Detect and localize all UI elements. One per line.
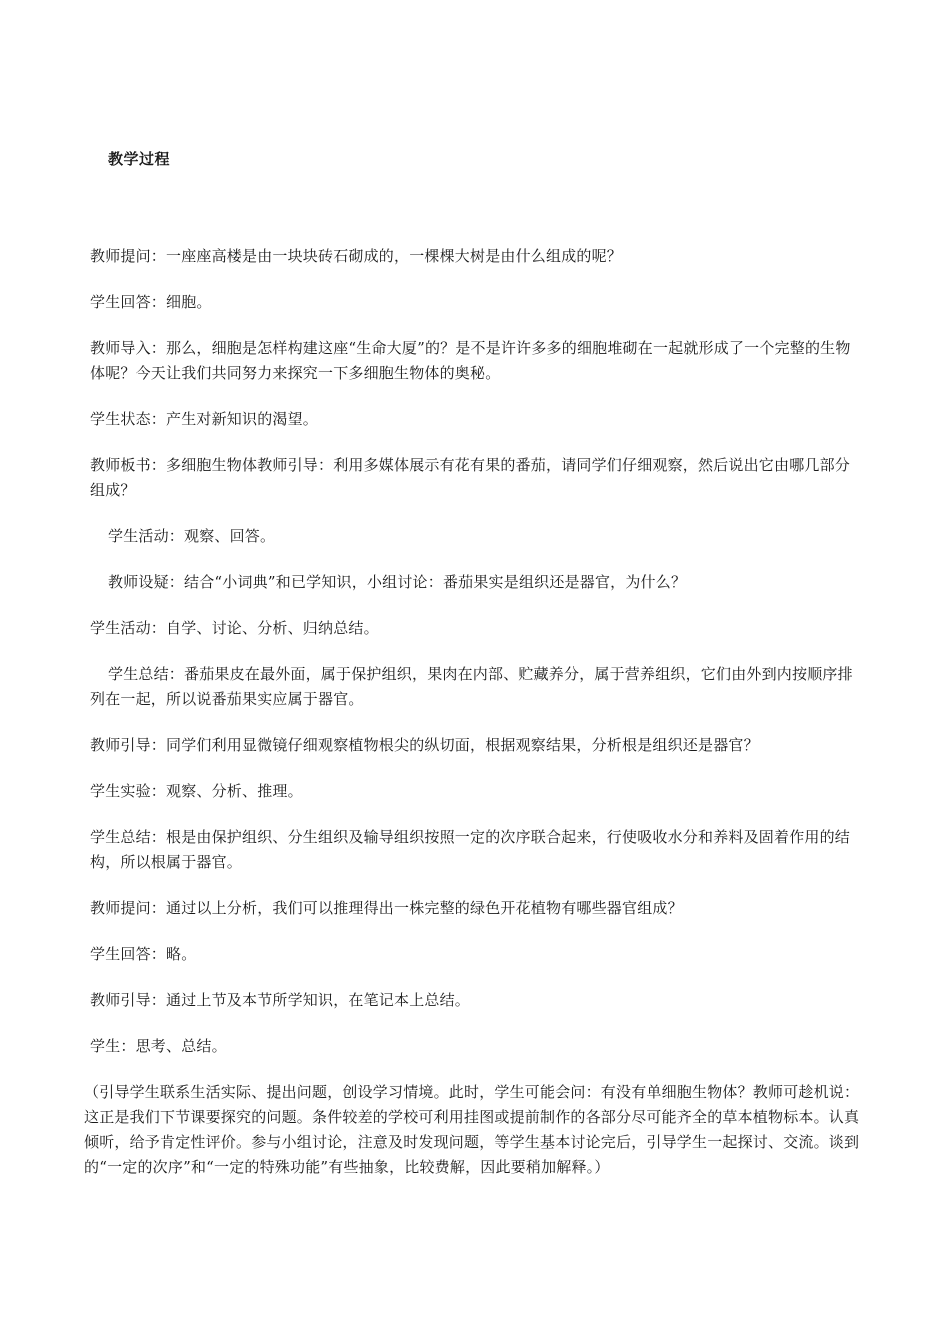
dialogue-paragraph: 教师提问：通过以上分析，我们可以推理得出一株完整的绿色开花植物有哪些器官组成？ (90, 899, 683, 917)
dialogue-paragraph: 教师导入：那么，细胞是怎样构建这座“生命大厦”的？是不是许许多多的细胞堆砌在一起就形成了一个完整的生物体呢？今天让我们共同努力来探究一下多细胞生物体的奥秘。 (90, 339, 851, 382)
dialogue-paragraph: 学生实验：观察、分析、推理。 (90, 782, 303, 800)
dialogue-paragraph: 教师引导：同学们利用显微镜仔细观察植物根尖的纵切面，根据观察结果，分析根是组织还是器官？ (90, 736, 759, 754)
dialogue-paragraph: 学生：思考、总结。 (90, 1037, 227, 1055)
dialogue-paragraph: 学生活动：自学、讨论、分析、归纳总结。 (90, 619, 379, 637)
dialogue-paragraph: 学生状态：产生对新知识的渴望。 (90, 410, 319, 428)
dialogue-paragraph: 教师板书：多细胞生物体教师引导：利用多媒体展示有花有果的番茄，请同学们仔细观察，然后说出它由哪几部分组成？ (90, 456, 851, 499)
dialogue-paragraph: 学生活动：观察、回答。 (108, 527, 276, 545)
document-body (84, 244, 865, 1201)
dialogue-paragraph: 学生总结：番茄果皮在最外面，属于保护组织，果肉在内部、贮藏养分，属于营养组织，它们由外到内按顺序排列在一起，所以说番茄果实应属于器官。 (90, 665, 853, 708)
dialogue-paragraph: 教师提问：一座座高楼是由一块块砖石砌成的，一棵棵大树是由什么组成的呢？ (90, 247, 623, 265)
dialogue-paragraph: 教师设疑：结合“小词典”和已学知识，小组讨论：番茄果实是组织还是器官，为什么？ (108, 573, 687, 591)
dialogue-paragraph: 学生回答：略。 (90, 945, 197, 963)
dialogue-paragraph: 教师引导：通过上节及本节所学知识，在笔记本上总结。 (90, 991, 471, 1009)
section-heading: 教学过程 (108, 150, 171, 168)
teaching-note-paragraph: （引导学生联系生活实际、提出问题，创设学习情境。此时，学生可能会问：有没有单细胞生物体？教师可趁机说：这正是我们下节课要探究的问题。条件较差的学校可利用挂图或提前制作的各部分尽可能齐全的草本植物标本。认真倾听，给予肯定性评价。参与小组讨论，注意及时发现问题，等学生基本讨论完后，引导学生一起探讨、交流。谈到的“一定的次序”和“一定的特殊功能”有些抽象，比较费解，因此要稍加解释。） (84, 1083, 860, 1176)
dialogue-paragraph: 学生回答：细胞。 (90, 293, 212, 311)
dialogue-paragraph: 学生总结：根是由保护组织、分生组织及输导组织按照一定的次序联合起来，行使吸收水分和养料及固着作用的结构，所以根属于器官。 (90, 828, 851, 871)
